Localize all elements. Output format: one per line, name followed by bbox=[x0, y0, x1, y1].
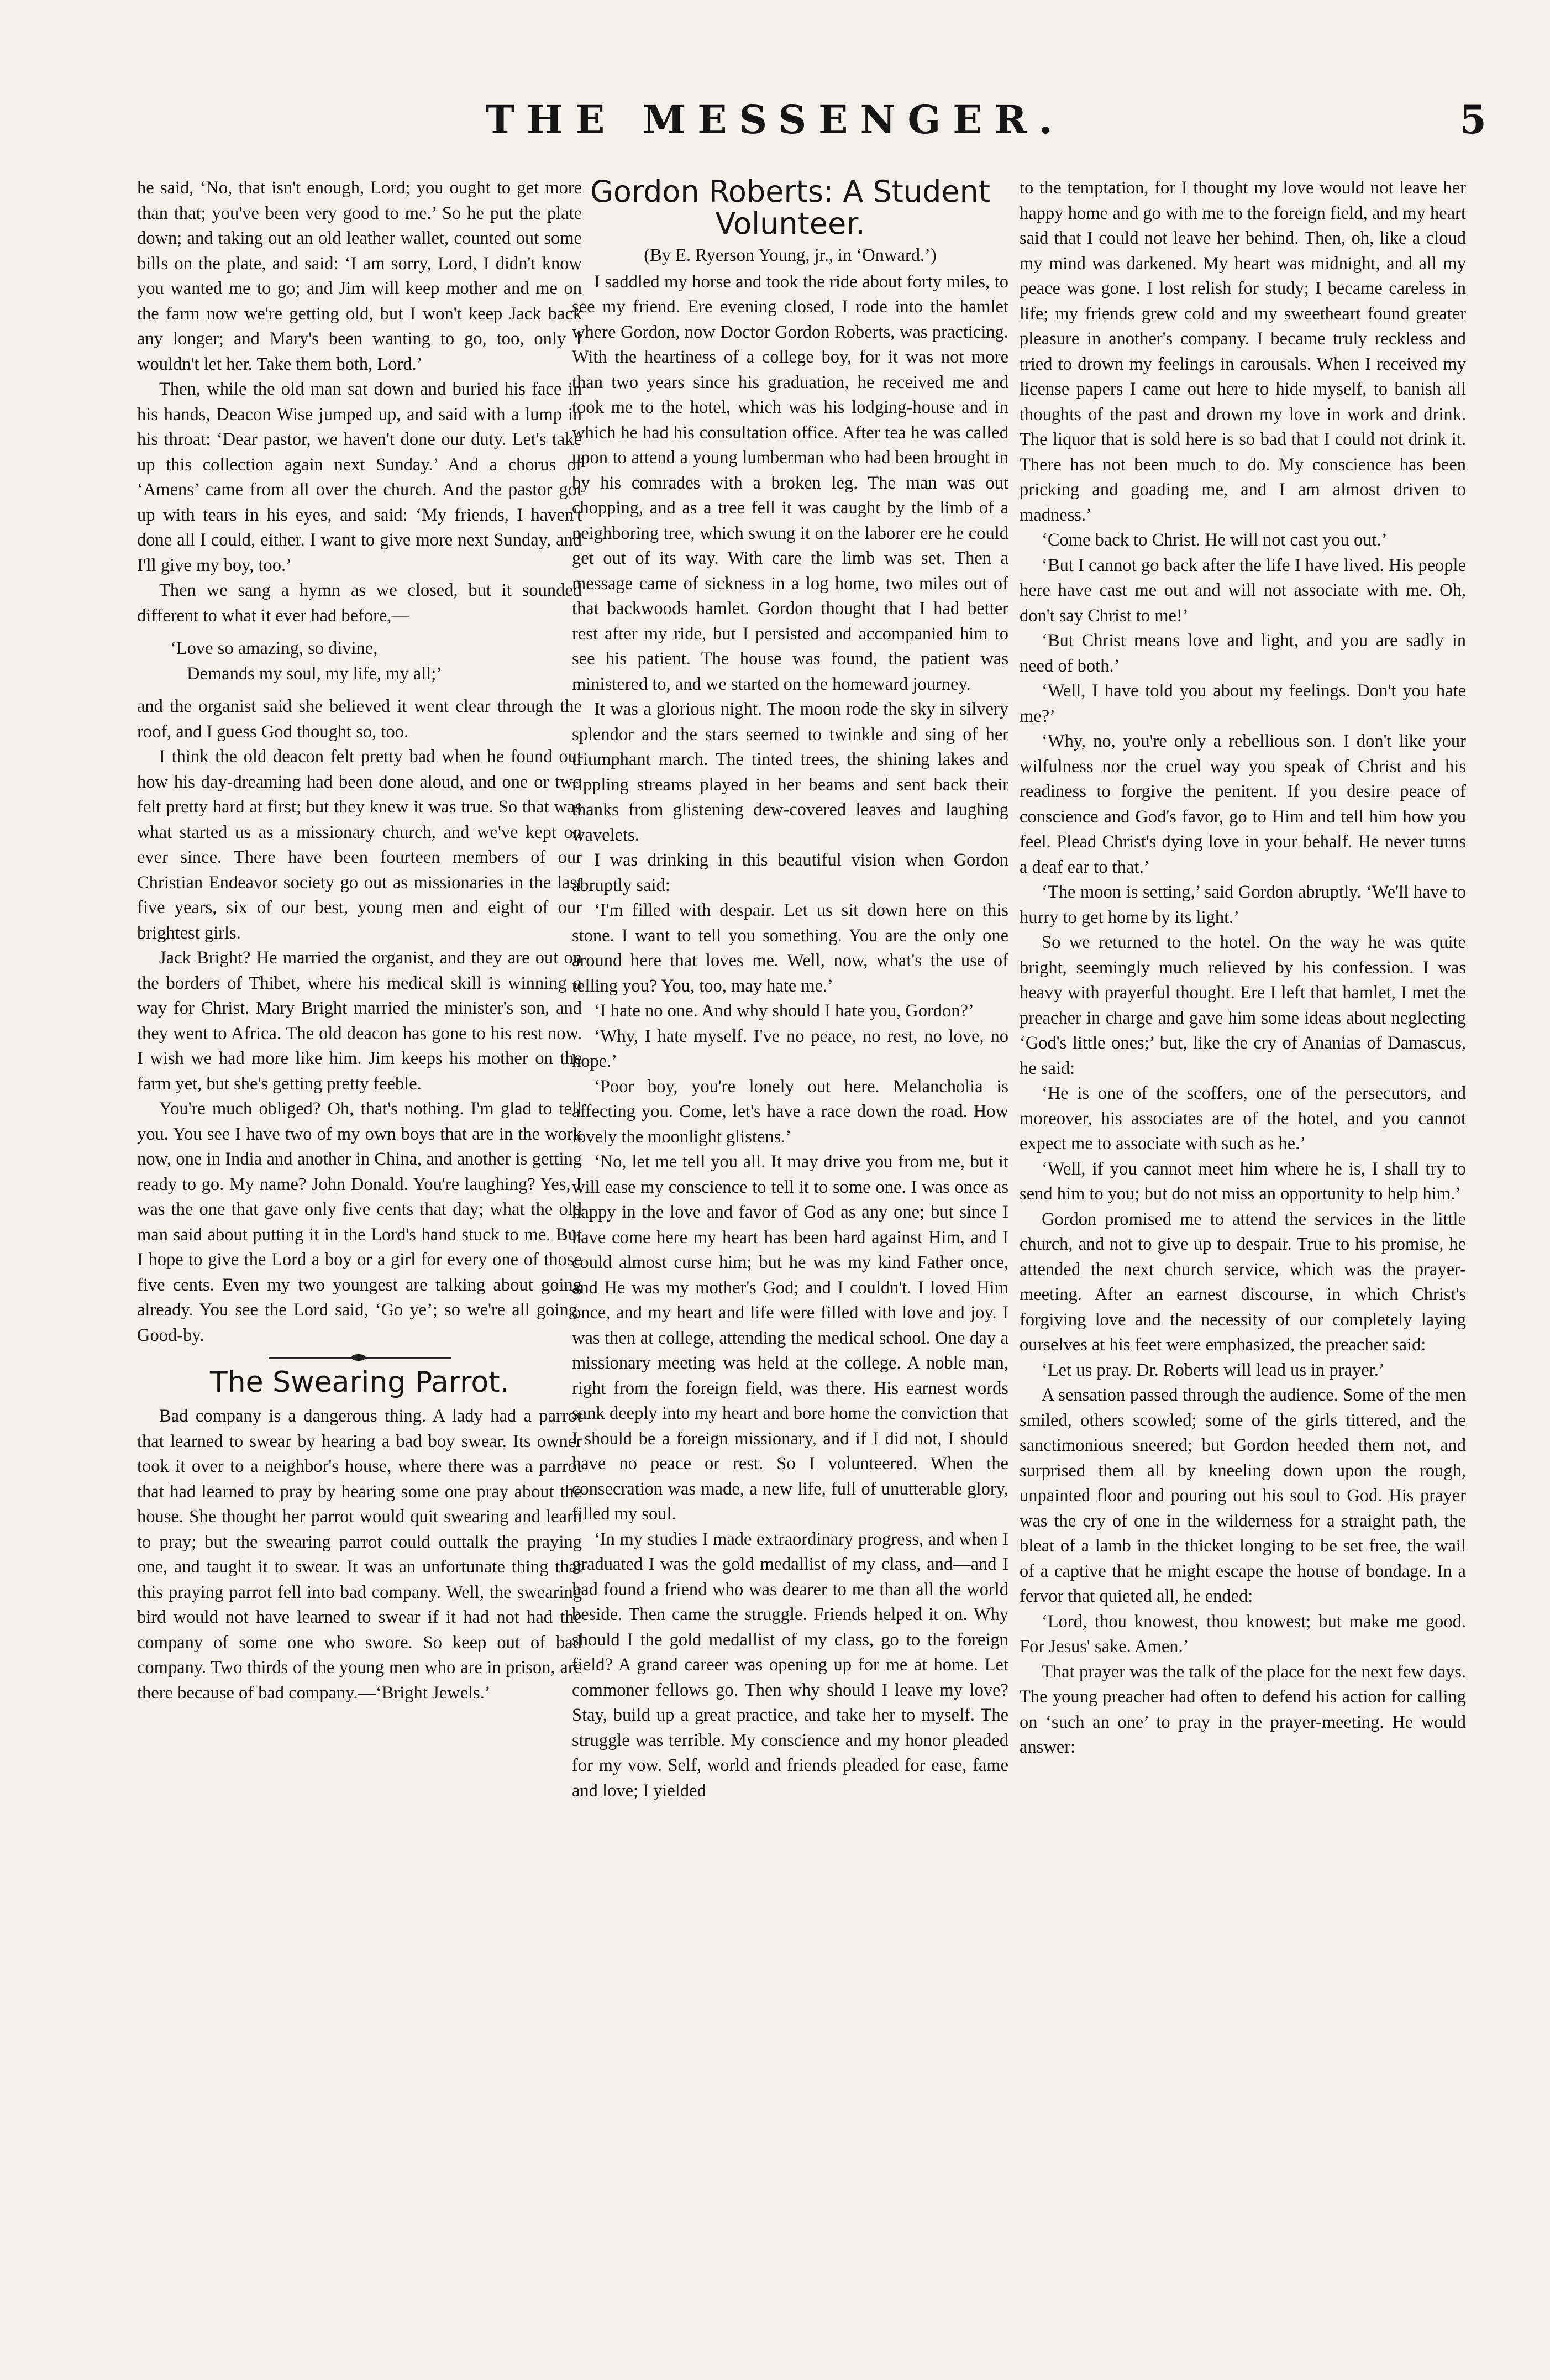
paragraph: I saddled my horse and took the ride about forty miles, to see my friend. Ere evening closed, I rode into the hamlet where Gordon, now Doctor Gordon Roberts, was practicing. With the heartiness of a college boy, for it was not more than two years since his graduation, he received me and took me to the hotel, which was his lodging-house and in which he had his consultation office. After tea he was called upon to attend a young lumberman who had been brought in by his comrades with a broken leg. The man was out chopping, and as a tree fell it was caught by the limb of a neighboring tree, which swung it on the laborer ere he could get out of its way. With care the limb was set. Then a message came of sickness in a log home, two miles out of that backwoods hamlet. Gordon thought that I had better rest after my ride, but I persisted and accompanied him to see his patient. The house was found, the patient was ministered to, and we started on the homeward journey. bbox=[572, 271, 1008, 694]
page-number: 5 bbox=[1459, 97, 1486, 143]
poem-line: ‘Love so amazing, so divine, bbox=[170, 638, 378, 658]
paragraph: That prayer was the talk of the place for the next few days. The young preacher had often to defend his action for calling on ‘such an one’ to pray in the prayer-meeting. He would answer: bbox=[1020, 1661, 1466, 1757]
newspaper-title: THE MESSENGER. bbox=[485, 97, 1065, 143]
paragraph: Then, while the old man sat down and buried his face in his hands, Deacon Wise jumped up, and said with a lump in his throat: ‘Dear pastor, we haven't done our duty. Let's take up this collection again next Sunday.’ And a chorus of ‘Amens’ came from all over the church. And the pastor got up with tears in his eyes, and said: ‘My friends, I haven't done all I could, either. I want to give more next Sunday, and I'll give my boy, too.’ bbox=[137, 379, 582, 575]
paragraph: A sensation passed through the audience. Some of the men smiled, others scowled; some of the girls tittered, and the sanctimonious sneered; but Gordon heeded them not, and surprised them all by kneeling down upon the rough, unpainted floor and pouring out his soul to God. His prayer was the cry of one in the wilderness for a straight path, the bleat of a lamb in the thicket longing to be set free, the wail of a captive that he might escape the house of bondage. In a fervor that quieted all, he ended: bbox=[1020, 1385, 1466, 1606]
paragraph: ‘Why, I hate myself. I've no peace, no rest, no love, no hope.’ bbox=[572, 1026, 1008, 1071]
paragraph: Gordon promised me to attend the services in the little church, and not to give up to despair. True to his promise, he attended the next church service, which was the prayer-meeting. After an earnest discourse, in which Christ's forgiving love and the necessity of our completely laying ourselves at his feet were emphasized, the preacher said: bbox=[1020, 1209, 1466, 1355]
masthead bbox=[0, 97, 1550, 158]
article-title-swearing-parrot: The Swearing Parrot. bbox=[209, 1366, 509, 1399]
column-middle bbox=[572, 176, 1008, 1804]
paragraph: ‘Let us pray. Dr. Roberts will lead us in prayer.’ bbox=[1042, 1360, 1385, 1380]
poem-line: Demands my soul, my life, my all;’ bbox=[187, 663, 443, 684]
paragraph: Jack Bright? He married the organist, and they are out on the borders of Thibet, where his medical skill is winning a way for Christ. Mary Bright married the minister's son, and they went to Africa. The old deacon has gone to his rest now. I wish we had more like him. Jim keeps his mother on the farm yet, but she's getting pretty feeble. bbox=[137, 948, 582, 1094]
paragraph: I was drinking in this beautiful vision when Gordon abruptly said: bbox=[572, 850, 1008, 895]
paragraph: ‘But Christ means love and light, and you are sadly in need of both.’ bbox=[1020, 631, 1466, 676]
paragraph: ‘I'm filled with despair. Let us sit down here on this stone. I want to tell you something. You are the only one around here that loves me. Well, now, what's the use of telling you? You, too, may hate me.’ bbox=[572, 900, 1008, 996]
paragraph: ‘Poor boy, you're lonely out here. Melancholia is affecting you. Come, let's have a race down the road. How lovely the moonlight glistens.’ bbox=[572, 1076, 1008, 1147]
paragraph: So we returned to the hotel. On the way he was quite bright, seemingly much relieved by his confession. I was heavy with prayerful thought. Ere I left that hamlet, I met the preacher in charge and gave him some ideas about neglecting ‘God's little ones;’ but, like the cry of Ananias of Damascus, he said: bbox=[1020, 932, 1466, 1078]
paragraph: he said, ‘No, that isn't enough, Lord; you ought to get more than that; you've been very good to me.’ So he put the plate down; and taking out an old leather wallet, counted out some bills on the plate, and said: ‘I am sorry, Lord, I didn't know you wanted me to go; and Jim will keep mother and me on the farm now we're getting old, but I won't keep Jack back any longer; and Mary's been wanting to go, too, only I wouldn't let her. Take them both, Lord.’ bbox=[137, 178, 582, 374]
paragraph: ‘Well, I have told you about my feelings. Don't you hate me?’ bbox=[1020, 681, 1466, 726]
paragraph: ‘In my studies I made extraordinary progress, and when I graduated I was the gold medallist of my class, and—and I had found a friend who was dearer to me than all the world beside. Then came the struggle. Friends helped it on. Why should I the gold medallist of my class, go to the foreign field? A grand career was opening up for me at home. Let commoner fellows go. Then why should I leave my love? Stay, build up a great practice, and take her to myself. The struggle was terrible. My conscience and my honor pleaded for my vow. Self, world and friends pleaded for ease, fame and love; I yielded bbox=[572, 1529, 1008, 1801]
paragraph: and the organist said she believed it went clear through the roof, and I guess God thought so, too. bbox=[137, 696, 582, 742]
paragraph: ‘Lord, thou knowest, thou knowest; but make me good. For Jesus' sake. Amen.’ bbox=[1020, 1611, 1466, 1656]
paragraph: ‘Why, no, you're only a rebellious son. I don't like your wilfulness nor the cruel way you speak of Christ and his readiness to forgive the penitent. If you desire peace of conscience and God's favor, go to Him and tell him how you feel. Plead Christ's dying love in your behalf. He never turns a deaf ear to that.’ bbox=[1020, 731, 1466, 877]
paragraph: I think the old deacon felt pretty bad when he found out how his day-dreaming had been done aloud, and one or two felt pretty hard at first; but they knew it was true. So that was what started us as a missionary church, and we've kept on ever since. There have been fourteen members of our Christian Endeavor society go out as missionaries in the last five years, six of our best, young men and eight of our brightest girls. bbox=[137, 747, 582, 943]
paragraph: ‘He is one of the scoffers, one of the persecutors, and moreover, his associates are of the hotel, and you cannot expect me to associate with such as he.’ bbox=[1020, 1083, 1466, 1154]
paragraph: You're much obliged? Oh, that's nothing. I'm glad to tell you. You see I have two of my own boys that are in the work now, one in India and another in China, and another is getting ready to go. My name? John Donald. You're laughing? Yes, I was the one that gave only five cents that day; what the old man said about putting it in the Lord's hand stuck to me. But I hope to give the Lord a boy or a girl for every one of those five cents. Even my two youngest are talking about going already. You see the Lord said, ‘Go ye’; so we're all going. Good-by. bbox=[137, 1099, 582, 1345]
paragraph: ‘But I cannot go back after the life I have lived. His people here have cast me out and will not associate with me. Oh, don't say Christ to me!’ bbox=[1020, 555, 1466, 626]
paragraph: ‘The moon is setting,’ said Gordon abruptly. ‘We'll have to hurry to get home by its light.’ bbox=[1020, 882, 1466, 927]
paragraph: ‘No, let me tell you all. It may drive you from me, but it will ease my conscience to tell it to some one. I was once as happy in the love and favor of God as any one; but since I have come here my heart has been hard against Him, and I could almost curse him; but he was my kind Father once, and He was my mother's God; and I couldn't. I loved Him once, and my heart and life were filled with love and joy. I was then at college, attending the medical school. One day a missionary meeting was held at the college. A noble man, right from the foreign field, was there. His earnest words sank deeply into my heart and bore home the conviction that I should be a foreign missionary, and if I did not, I should have no peace or rest. So I volunteered. When the consecration was made, a new life, full of unutterable glory, filled my soul. bbox=[572, 1152, 1008, 1524]
section-divider bbox=[269, 1357, 451, 1359]
column-right bbox=[1020, 176, 1466, 1760]
paragraph: Bad company is a dangerous thing. A lady had a parrot that learned to swear by hearing a bad boy swear. Its owner took it over to a neighbor's house, where there was a parrot that had learned to pray by hearing some one pray about the house. She thought her parrot would quit swearing and learn to pray; but the swearing parrot could outtalk the praying one, and taught it to swear. It was an unfortunate thing that this praying parrot fell into bad company. Well, the swearing bird would not have learned to swear if it had not had the company of some one who swore. So keep out of bad company. Two thirds of the young men who are in prison, are there because of bad company.—‘Bright Jewels.’ bbox=[137, 1406, 582, 1703]
paragraph: to the temptation, for I thought my love would not leave her happy home and go with me to the foreign field, and my heart said that I could not leave her behind. Then, oh, like a cloud my mind was darkened. My heart was midnight, and all my peace was gone. I lost relish for study; I became careless in life; my friends grew cold and my sweetheart found greater pleasure in another's company. I became truly reckless and tried to drown my feelings in carousals. When I received my license papers I came out here to hide myself, to banish all thoughts of the past and drown my love in work and drink. The liquor that is sold here is so bad that I could not drink it. There has not been much to do. My conscience has been pricking and goading me, and I am almost driven to madness.’ bbox=[1020, 178, 1466, 525]
paragraph: ‘Well, if you cannot meet him where he is, I shall try to send him to you; but do not miss an opportunity to help him.’ bbox=[1020, 1158, 1466, 1204]
paragraph: ‘I hate no one. And why should I hate you, Gordon?’ bbox=[594, 1001, 974, 1021]
column-left bbox=[137, 176, 582, 1706]
paragraph: Then we sang a hymn as we closed, but it sounded different to what it ever had before,— bbox=[137, 580, 582, 626]
article-byline: (By E. Ryerson Young, jr., in ‘Onward.’) bbox=[644, 245, 937, 265]
paragraph: It was a glorious night. The moon rode the sky in silvery splendor and the stars seemed to twinkle and sing of her triumphant march. The tinted trees, the shining lakes and rippling streams played in her beams and sent back their thanks from glistening dew-covered leaves and laughing wavelets. bbox=[572, 699, 1008, 845]
article-title-gordon-roberts: Gordon Roberts: A Student Volunteer. bbox=[590, 174, 991, 241]
paragraph: ‘Come back to Christ. He will not cast you out.’ bbox=[1042, 530, 1388, 550]
